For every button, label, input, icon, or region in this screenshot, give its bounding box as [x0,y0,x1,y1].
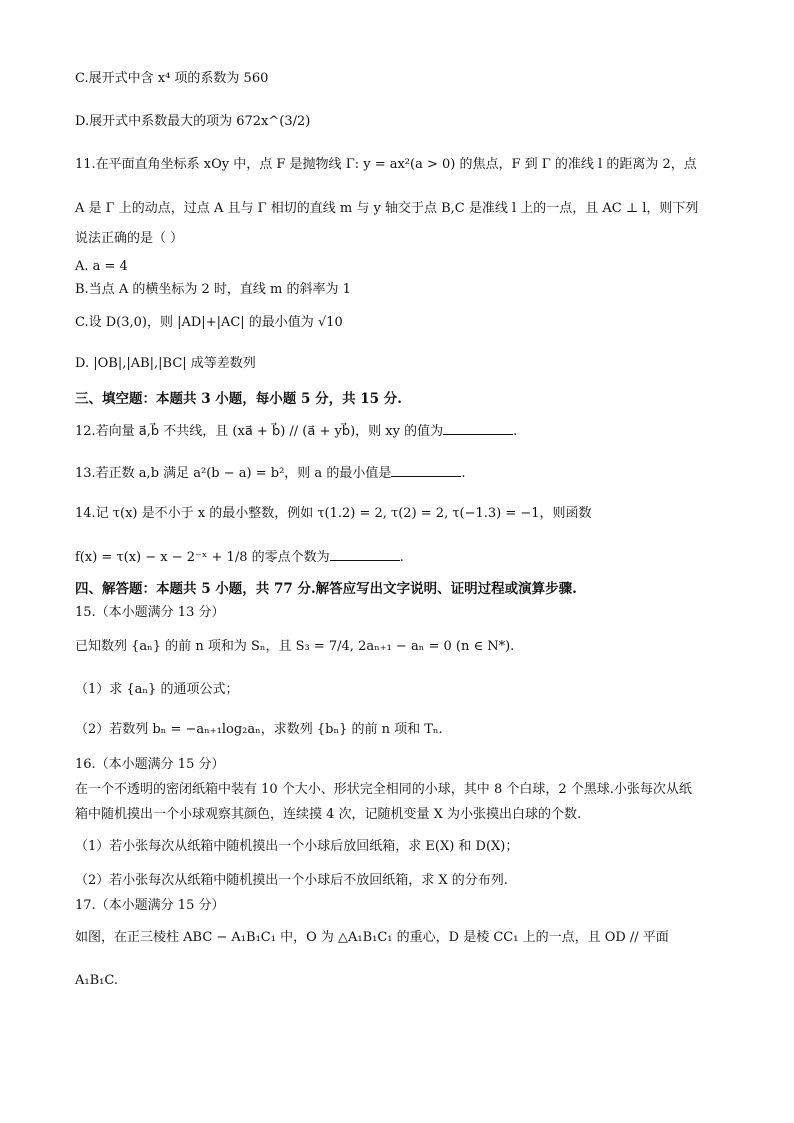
question-15-stem: 已知数列 {aₙ} 的前 n 项和为 Sₙ，且 S₃ = 7/4, 2aₙ₊₁ − aₙ = 0 (n ∈ N*). [75,639,515,654]
q11-option-b: B.当点 A 的横坐标为 2 时，直线 m 的斜率为 1 [75,282,351,297]
question-15-header: 15.（本小题满分 13 分） [75,605,225,620]
question-15-part-1: （1）求 {aₙ} 的通项公式； [75,682,239,697]
option-c-line: C.展开式中含 x⁴ 项的系数为 560 [75,71,269,86]
question-13: 13.若正数 a,b 满足 a²(b − a) = b²，则 a 的最小值是 . [75,466,466,481]
section-4-heading: 四、解答题：本题共 5 小题，共 77 分.解答应写出文字说明、证明过程或演算步骤. [75,581,577,597]
question-16-stem-1: 在一个不透明的密闭纸箱中装有 10 个大小、形状完全相同的小球，其中 8 个白球，2 个黑球.小张每次从纸 [75,782,692,797]
q11-option-a: A. a = 4 [75,259,128,274]
question-11-line-2: A 是 Γ 上的动点，过点 A 且与 Γ 相切的直线 m 与 y 轴交于点 B,C 是准线 l 上的一点，且 AC ⊥ l，则下列 [75,201,699,216]
question-17-header: 17.（本小题满分 15 分） [75,898,225,913]
q11-option-c: C.设 D(3,0)，则 |AD|+|AC| 的最小值为 √10 [75,315,343,330]
question-17-stem-2: A₁B₁C. [75,973,118,988]
answer-blank [330,548,400,561]
question-16-header: 16.（本小题满分 15 分） [75,757,225,772]
question-12: 12.若向量 a⃗,b⃗ 不共线，且 (xa⃗ + b⃗) // (a⃗ + yb⃗)，则 xy 的值为 . [75,424,518,439]
section-3-heading: 三、填空题：本题共 3 小题，每小题 5 分，共 15 分. [75,391,402,407]
q11-option-d: D. |OB|,|AB|,|BC| 成等差数列 [75,356,256,371]
answer-blank [443,422,513,435]
question-12-text: 12.若向量 a⃗,b⃗ 不共线，且 (xa⃗ + b⃗) // (a⃗ + yb⃗)，则 xy 的值为 [75,424,444,439]
question-11-line-1: 11.在平面直角坐标系 xOy 中，点 F 是抛物线 Γ: y = ax²(a > 0) 的焦点，F 到 Γ 的准线 l 的距离为 2，点 [75,157,697,172]
question-17-stem-1: 如图，在正三棱柱 ABC − A₁B₁C₁ 中，O 为 △A₁B₁C₁ 的重心，D 是棱 CC₁ 上的一点，且 OD // 平面 [75,930,669,945]
option-d-line: D.展开式中系数最大的项为 672x^(3/2) [75,114,311,129]
question-11-line-3: 说法正确的是（ ） [75,231,184,246]
question-16-stem-2: 箱中随机摸出一个小球观察其颜色，连续摸 4 次，记随机变量 X 为小张摸出白球的个数. [75,807,582,822]
answer-blank [391,464,461,477]
question-16-part-1: （1）若小张每次从纸箱中随机摸出一个小球后放回纸箱，求 E(X) 和 D(X)； [75,839,519,854]
question-14-text: f(x) = τ(x) − x − 2⁻ˣ + 1/8 的零点个数为 [75,550,330,565]
question-13-text: 13.若正数 a,b 满足 a²(b − a) = b²，则 a 的最小值是 [75,466,392,481]
question-16-part-2: （2）若小张每次从纸箱中随机摸出一个小球后不放回纸箱，求 X 的分布列. [75,873,508,888]
question-15-part-2: （2）若数列 bₙ = −aₙ₊₁log₂aₙ，求数列 {bₙ} 的前 n 项和 Tₙ. [75,722,443,737]
question-14-line-2: f(x) = τ(x) − x − 2⁻ˣ + 1/8 的零点个数为 . [75,550,404,565]
question-14-line-1: 14.记 τ(x) 是不小于 x 的最小整数，例如 τ(1.2) = 2, τ(2) = 2, τ(−1.3) = −1，则函数 [75,506,592,521]
